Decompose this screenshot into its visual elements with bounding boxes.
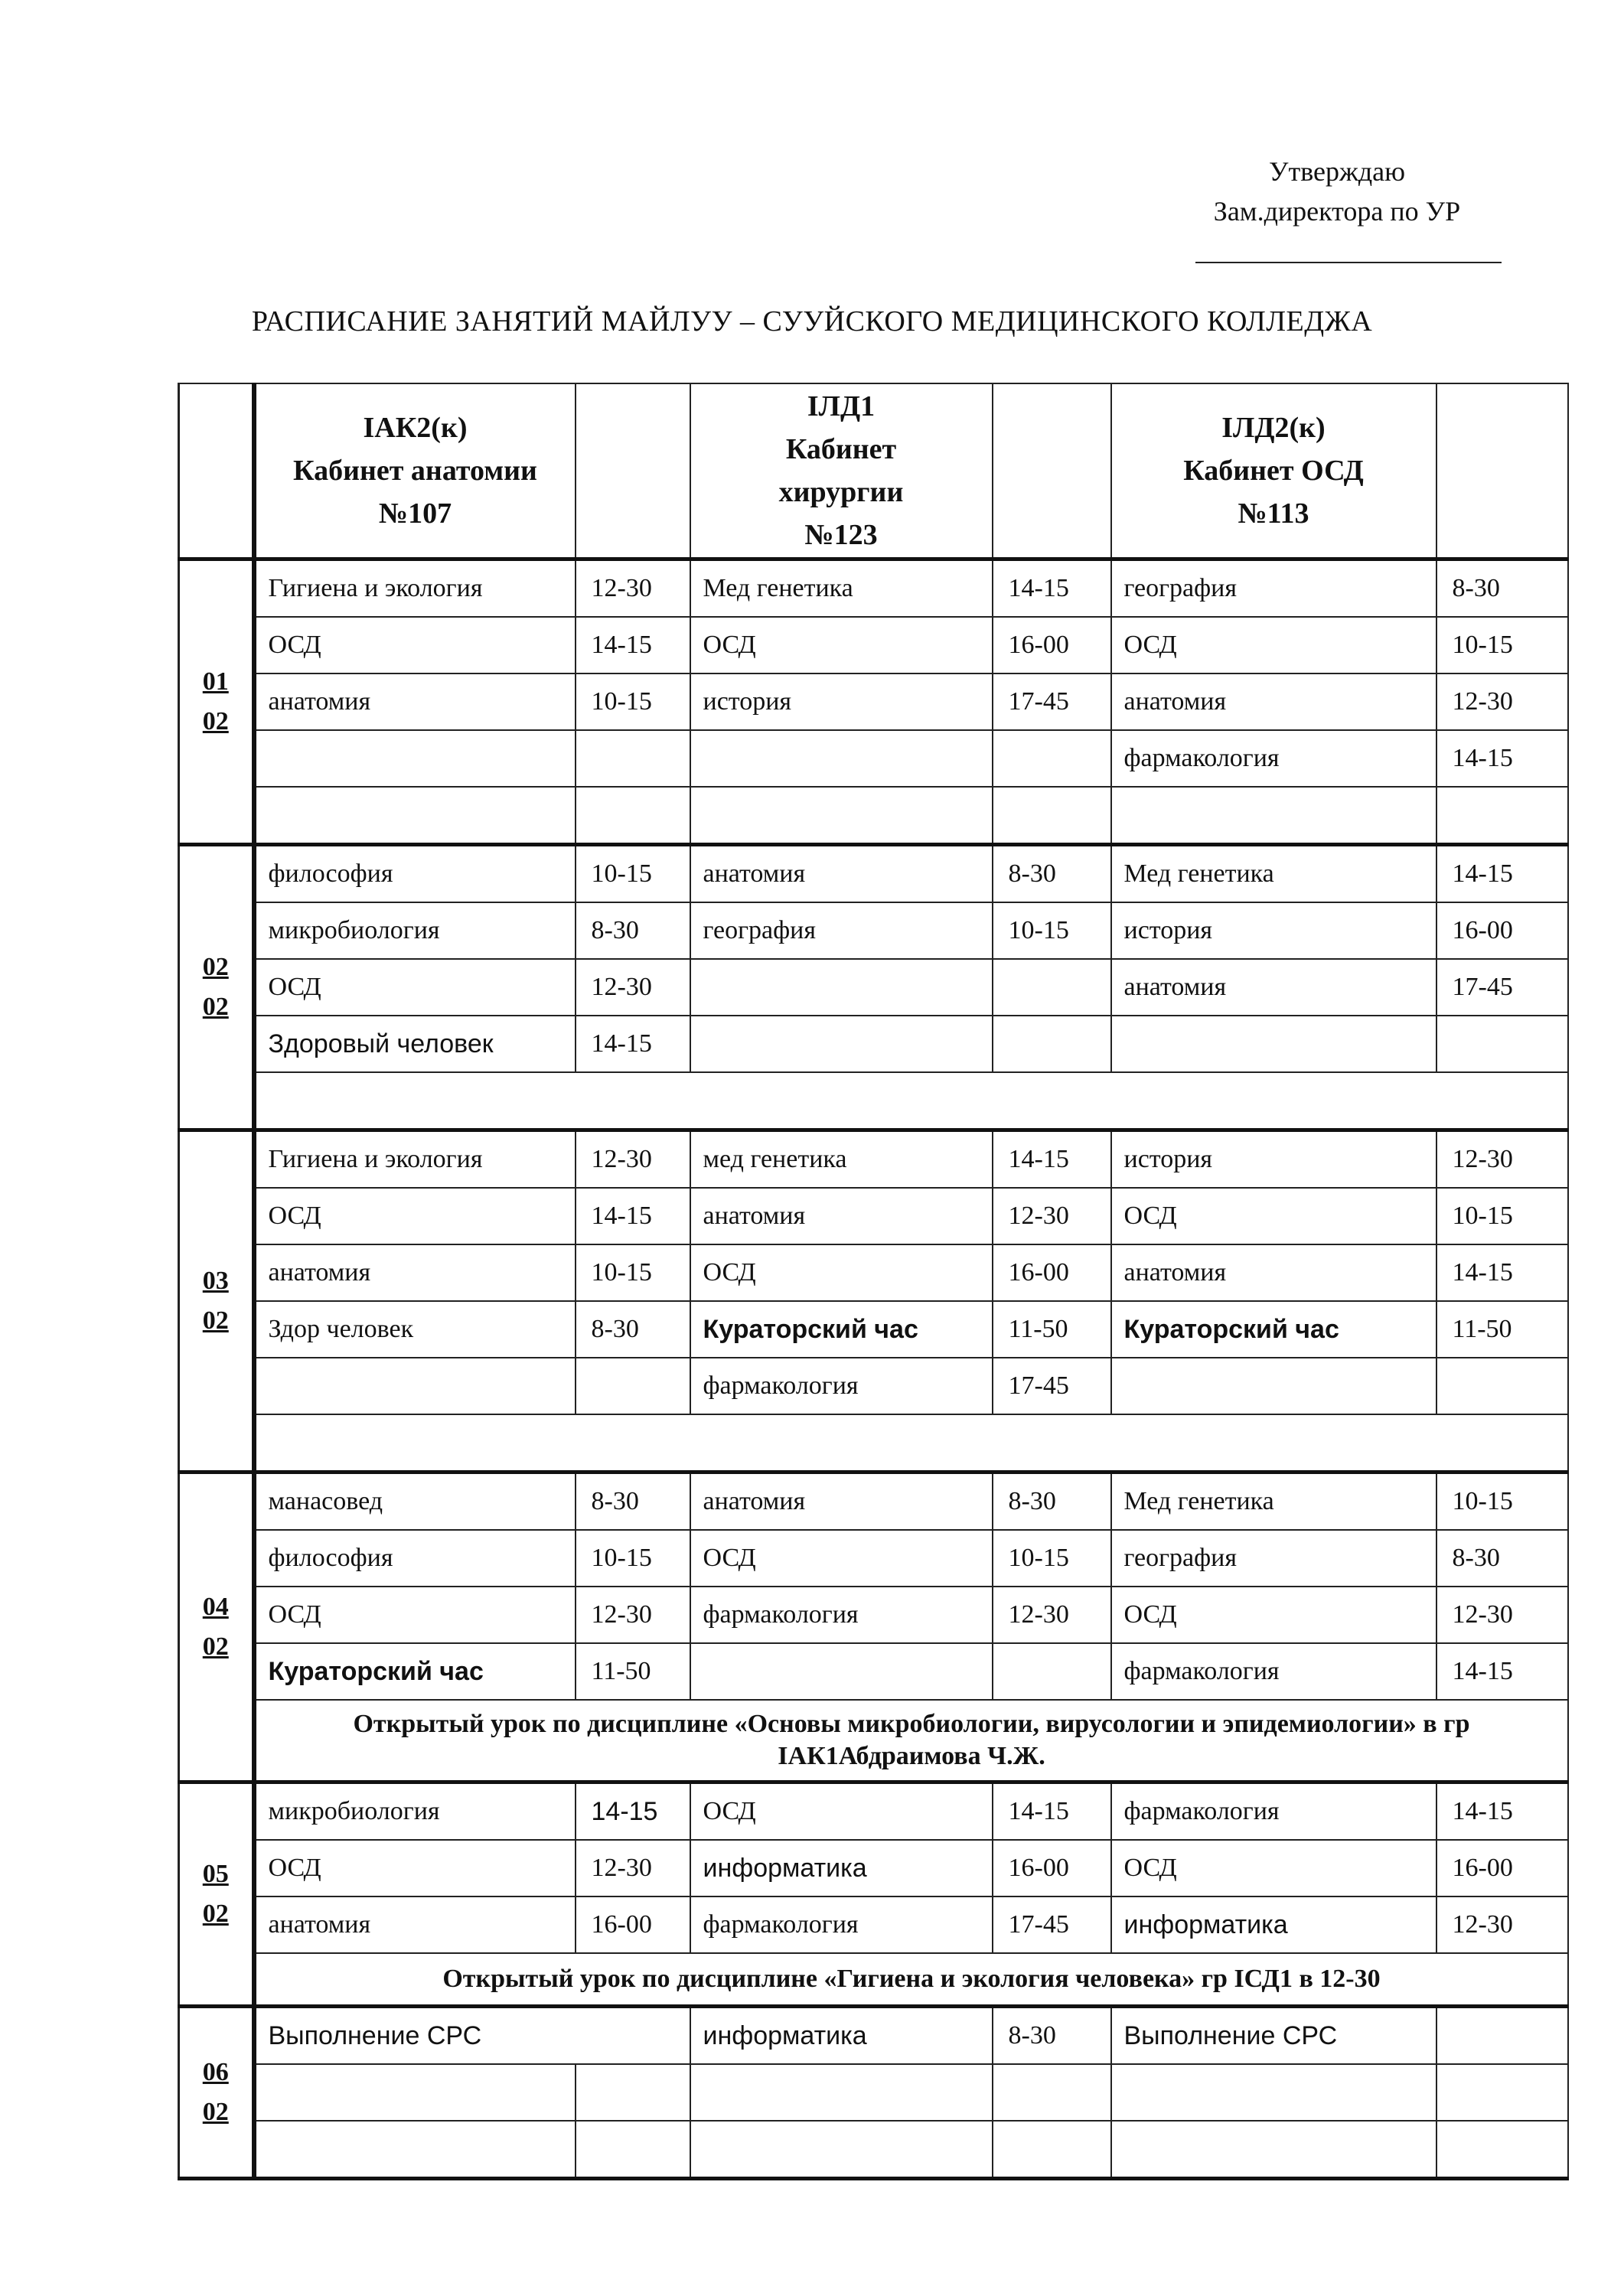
approval-block (1172, 152, 1502, 263)
subject-cell: Здор человек (254, 1301, 576, 1358)
schedule-row (179, 1530, 1568, 1587)
subject-cell (690, 730, 993, 787)
subject-cell: ОСД (690, 1244, 993, 1301)
time-cell: 14-15 (576, 1188, 690, 1244)
time-cell: 10-15 (1436, 1188, 1568, 1244)
subject-cell (254, 2064, 576, 2121)
day-label (179, 559, 254, 845)
subject-cell: Кураторский час (690, 1301, 993, 1358)
subject-cell: манасовед (254, 1473, 576, 1531)
time-cell: 16-00 (993, 1840, 1111, 1896)
subject-cell: Гигиена и экология (254, 1130, 576, 1189)
time-cell: 12-30 (576, 959, 690, 1016)
time-header-2 (993, 383, 1111, 559)
time-cell (576, 2121, 690, 2179)
month-number: 02 (202, 2098, 229, 2126)
time-cell: 8-30 (1436, 559, 1568, 618)
subject-cell: Выполнение СРС (254, 2007, 690, 2065)
group-header-3: IЛД2(к) Кабинет ОСД №113 (1111, 383, 1436, 559)
day-number: 06 (202, 2058, 229, 2086)
spacer-row (179, 1414, 1568, 1473)
time-cell: 12-30 (576, 1840, 690, 1896)
day-number: 05 (202, 1860, 229, 1888)
subject-cell (254, 787, 576, 845)
subject-cell: история (690, 673, 993, 730)
month-number: 02 (202, 1900, 229, 1928)
subject-cell: география (1111, 559, 1436, 618)
time-cell (1436, 1358, 1568, 1414)
time-cell: 12-30 (993, 1188, 1111, 1244)
month-number: 02 (202, 1632, 229, 1661)
subject-cell: информатика (1111, 1896, 1436, 1953)
subject-cell: фармакология (1111, 1643, 1436, 1700)
subject-cell: ОСД (1111, 1188, 1436, 1244)
time-cell: 8-30 (576, 1301, 690, 1358)
time-cell: 14-15 (1436, 1643, 1568, 1700)
note-row (179, 1700, 1568, 1782)
subject-cell (690, 2121, 993, 2179)
time-cell: 12-30 (993, 1587, 1111, 1643)
time-cell: 8-30 (993, 1473, 1111, 1531)
time-cell: 11-50 (993, 1301, 1111, 1358)
approval-line-2: Зам.директора по УР (1213, 196, 1461, 227)
subject-cell: Мед генетика (690, 559, 993, 618)
schedule-row (179, 559, 1568, 618)
subject-cell: анатомия (690, 845, 993, 903)
schedule-row (179, 1016, 1568, 1072)
subject-cell: фармакология (690, 1587, 993, 1643)
subject-cell: анатомия (1111, 1244, 1436, 1301)
subject-cell (690, 2064, 993, 2121)
time-header-3 (1436, 383, 1568, 559)
time-cell: 8-30 (576, 1473, 690, 1531)
time-cell: 14-15 (576, 617, 690, 673)
subject-cell: ОСД (254, 1840, 576, 1896)
subject-cell (690, 1016, 993, 1072)
subject-cell: фармакология (1111, 730, 1436, 787)
time-cell (576, 730, 690, 787)
month-number: 02 (202, 1306, 229, 1335)
subject-cell (690, 959, 993, 1016)
subject-cell: анатомия (254, 1244, 576, 1301)
subject-cell: микробиология (254, 1782, 576, 1841)
subject-cell: ОСД (254, 1587, 576, 1643)
month-number: 02 (202, 707, 229, 735)
subject-cell: анатомия (254, 673, 576, 730)
subject-cell: Выполнение СРС (1111, 2007, 1436, 2065)
header-corner (179, 383, 254, 559)
page-title: РАСПИСАНИЕ ЗАНЯТИЙ МАЙЛУУ – СУУЙСКОГО МЕДИЦИНСКОГО КОЛЛЕДЖА (251, 305, 1373, 338)
time-cell: 12-30 (1436, 1130, 1568, 1189)
schedule-row (179, 1782, 1568, 1841)
schedule-row (179, 959, 1568, 1016)
time-cell: 12-30 (1436, 1896, 1568, 1953)
time-cell (1436, 2121, 1568, 2179)
subject-cell: фармакология (690, 1896, 993, 1953)
subject-cell: фармакология (1111, 1782, 1436, 1841)
schedule-row (179, 1244, 1568, 1301)
time-cell: 14-15 (993, 1130, 1111, 1189)
schedule-row (179, 787, 1568, 845)
day-number: 03 (202, 1267, 229, 1295)
time-cell: 14-15 (1436, 845, 1568, 903)
time-cell: 17-45 (993, 673, 1111, 730)
subject-cell (254, 2121, 576, 2179)
time-cell (993, 1643, 1111, 1700)
time-cell: 14-15 (1436, 1782, 1568, 1841)
schedule-table (178, 383, 1569, 2180)
subject-cell: ОСД (1111, 1840, 1436, 1896)
time-cell: 16-00 (1436, 902, 1568, 959)
time-cell: 10-15 (1436, 1473, 1568, 1531)
schedule-row (179, 1896, 1568, 1953)
time-cell: 14-15 (576, 1782, 690, 1841)
day-label (179, 2007, 254, 2179)
signature-line (1195, 234, 1502, 263)
time-cell: 16-00 (576, 1896, 690, 1953)
schedule-row (179, 617, 1568, 673)
day-label (179, 845, 254, 1130)
time-cell (993, 959, 1111, 1016)
subject-cell: информатика (690, 2007, 993, 2065)
schedule-row (179, 2064, 1568, 2121)
approval-line-1: Утверждаю (1268, 156, 1406, 187)
subject-cell (254, 730, 576, 787)
month-number: 02 (202, 993, 229, 1021)
subject-cell: анатомия (254, 1896, 576, 1953)
subject-cell: ОСД (690, 1782, 993, 1841)
subject-cell: анатомия (690, 1188, 993, 1244)
time-cell: 10-15 (993, 902, 1111, 959)
time-cell (993, 730, 1111, 787)
time-cell: 17-45 (993, 1896, 1111, 1953)
schedule-row (179, 730, 1568, 787)
time-cell: 8-30 (1436, 1530, 1568, 1587)
subject-cell: ОСД (254, 959, 576, 1016)
subject-cell (1111, 2064, 1436, 2121)
subject-cell (1111, 2121, 1436, 2179)
spacer-cell (254, 1414, 1568, 1473)
schedule-row (179, 2121, 1568, 2179)
time-cell: 14-15 (993, 559, 1111, 618)
time-cell: 8-30 (993, 2007, 1111, 2065)
group-header-1: IАК2(к) Кабинет анатомии №107 (254, 383, 576, 559)
note-row (179, 1953, 1568, 2007)
subject-cell: история (1111, 902, 1436, 959)
time-cell: 14-15 (1436, 730, 1568, 787)
subject-cell: информатика (690, 1840, 993, 1896)
time-cell: 16-00 (993, 617, 1111, 673)
time-cell: 10-15 (576, 673, 690, 730)
time-cell: 14-15 (993, 1782, 1111, 1841)
schedule-row (179, 2007, 1568, 2065)
time-cell (576, 2064, 690, 2121)
subject-cell (690, 787, 993, 845)
schedule-row (179, 1358, 1568, 1414)
schedule-row (179, 1643, 1568, 1700)
group-header-2: IЛД1 Кабинет хирургии №123 (690, 383, 993, 559)
subject-cell: анатомия (690, 1473, 993, 1531)
subject-cell: анатомия (1111, 959, 1436, 1016)
time-cell (993, 2121, 1111, 2179)
schedule-row (179, 1301, 1568, 1358)
schedule-row (179, 902, 1568, 959)
subject-cell: Кураторский час (1111, 1301, 1436, 1358)
subject-cell: анатомия (1111, 673, 1436, 730)
subject-cell: Гигиена и экология (254, 559, 576, 618)
time-cell: 16-00 (1436, 1840, 1568, 1896)
time-cell: 12-30 (576, 559, 690, 618)
time-cell: 12-30 (1436, 673, 1568, 730)
schedule-row (179, 845, 1568, 903)
subject-cell: ОСД (1111, 1587, 1436, 1643)
subject-cell: микробиология (254, 902, 576, 959)
subject-cell (1111, 787, 1436, 845)
subject-cell: ОСД (254, 1188, 576, 1244)
day-number: 04 (202, 1593, 229, 1621)
time-cell: 10-15 (576, 845, 690, 903)
schedule-row (179, 1130, 1568, 1189)
time-cell (576, 1358, 690, 1414)
time-cell (1436, 1016, 1568, 1072)
time-cell (1436, 2064, 1568, 2121)
time-cell (576, 787, 690, 845)
time-cell: 14-15 (1436, 1244, 1568, 1301)
day-label (179, 1473, 254, 1782)
subject-cell: мед генетика (690, 1130, 993, 1189)
subject-cell: фармакология (690, 1358, 993, 1414)
schedule-row (179, 1473, 1568, 1531)
time-header-1 (576, 383, 690, 559)
subject-cell: Мед генетика (1111, 1473, 1436, 1531)
day-label (179, 1130, 254, 1473)
schedule-row (179, 1840, 1568, 1896)
time-cell (1436, 2007, 1568, 2065)
day-number: 02 (202, 953, 229, 981)
day-label (179, 1782, 254, 2007)
schedule-row (179, 1188, 1568, 1244)
open-lesson-note: Открытый урок по дисциплине «Основы микробиологии, вирусологии и эпидемиологии» в гр IАК1Абдраимова Ч.Ж. (254, 1700, 1568, 1782)
subject-cell: ОСД (254, 617, 576, 673)
time-cell: 10-15 (576, 1530, 690, 1587)
header-row (179, 383, 1568, 559)
time-cell (1436, 787, 1568, 845)
open-lesson-note: Открытый урок по дисциплине «Гигиена и экология человека» гр IСД1 в 12-30 (254, 1953, 1568, 2007)
spacer-cell (254, 1072, 1568, 1130)
subject-cell (1111, 1016, 1436, 1072)
time-cell (993, 1016, 1111, 1072)
time-cell: 12-30 (1436, 1587, 1568, 1643)
schedule-row (179, 673, 1568, 730)
subject-cell: Здоровый человек (254, 1016, 576, 1072)
subject-cell (690, 1643, 993, 1700)
spacer-row (179, 1072, 1568, 1130)
time-cell: 14-15 (576, 1016, 690, 1072)
time-cell: 10-15 (576, 1244, 690, 1301)
subject-cell: история (1111, 1130, 1436, 1189)
time-cell: 16-00 (993, 1244, 1111, 1301)
time-cell (993, 787, 1111, 845)
subject-cell: ОСД (690, 1530, 993, 1587)
subject-cell: география (690, 902, 993, 959)
time-cell: 12-30 (576, 1587, 690, 1643)
time-cell: 17-45 (1436, 959, 1568, 1016)
time-cell: 10-15 (1436, 617, 1568, 673)
day-number: 01 (202, 667, 229, 696)
subject-cell: философия (254, 845, 576, 903)
time-cell: 8-30 (576, 902, 690, 959)
time-cell: 17-45 (993, 1358, 1111, 1414)
subject-cell: ОСД (690, 617, 993, 673)
time-cell: 12-30 (576, 1130, 690, 1189)
time-cell (993, 2064, 1111, 2121)
subject-cell (1111, 1358, 1436, 1414)
subject-cell: география (1111, 1530, 1436, 1587)
subject-cell: Кураторский час (254, 1643, 576, 1700)
time-cell: 11-50 (576, 1643, 690, 1700)
time-cell: 8-30 (993, 845, 1111, 903)
subject-cell: философия (254, 1530, 576, 1587)
subject-cell: Мед генетика (1111, 845, 1436, 903)
subject-cell: ОСД (1111, 617, 1436, 673)
time-cell: 10-15 (993, 1530, 1111, 1587)
time-cell: 11-50 (1436, 1301, 1568, 1358)
schedule-row (179, 1587, 1568, 1643)
subject-cell (254, 1358, 576, 1414)
